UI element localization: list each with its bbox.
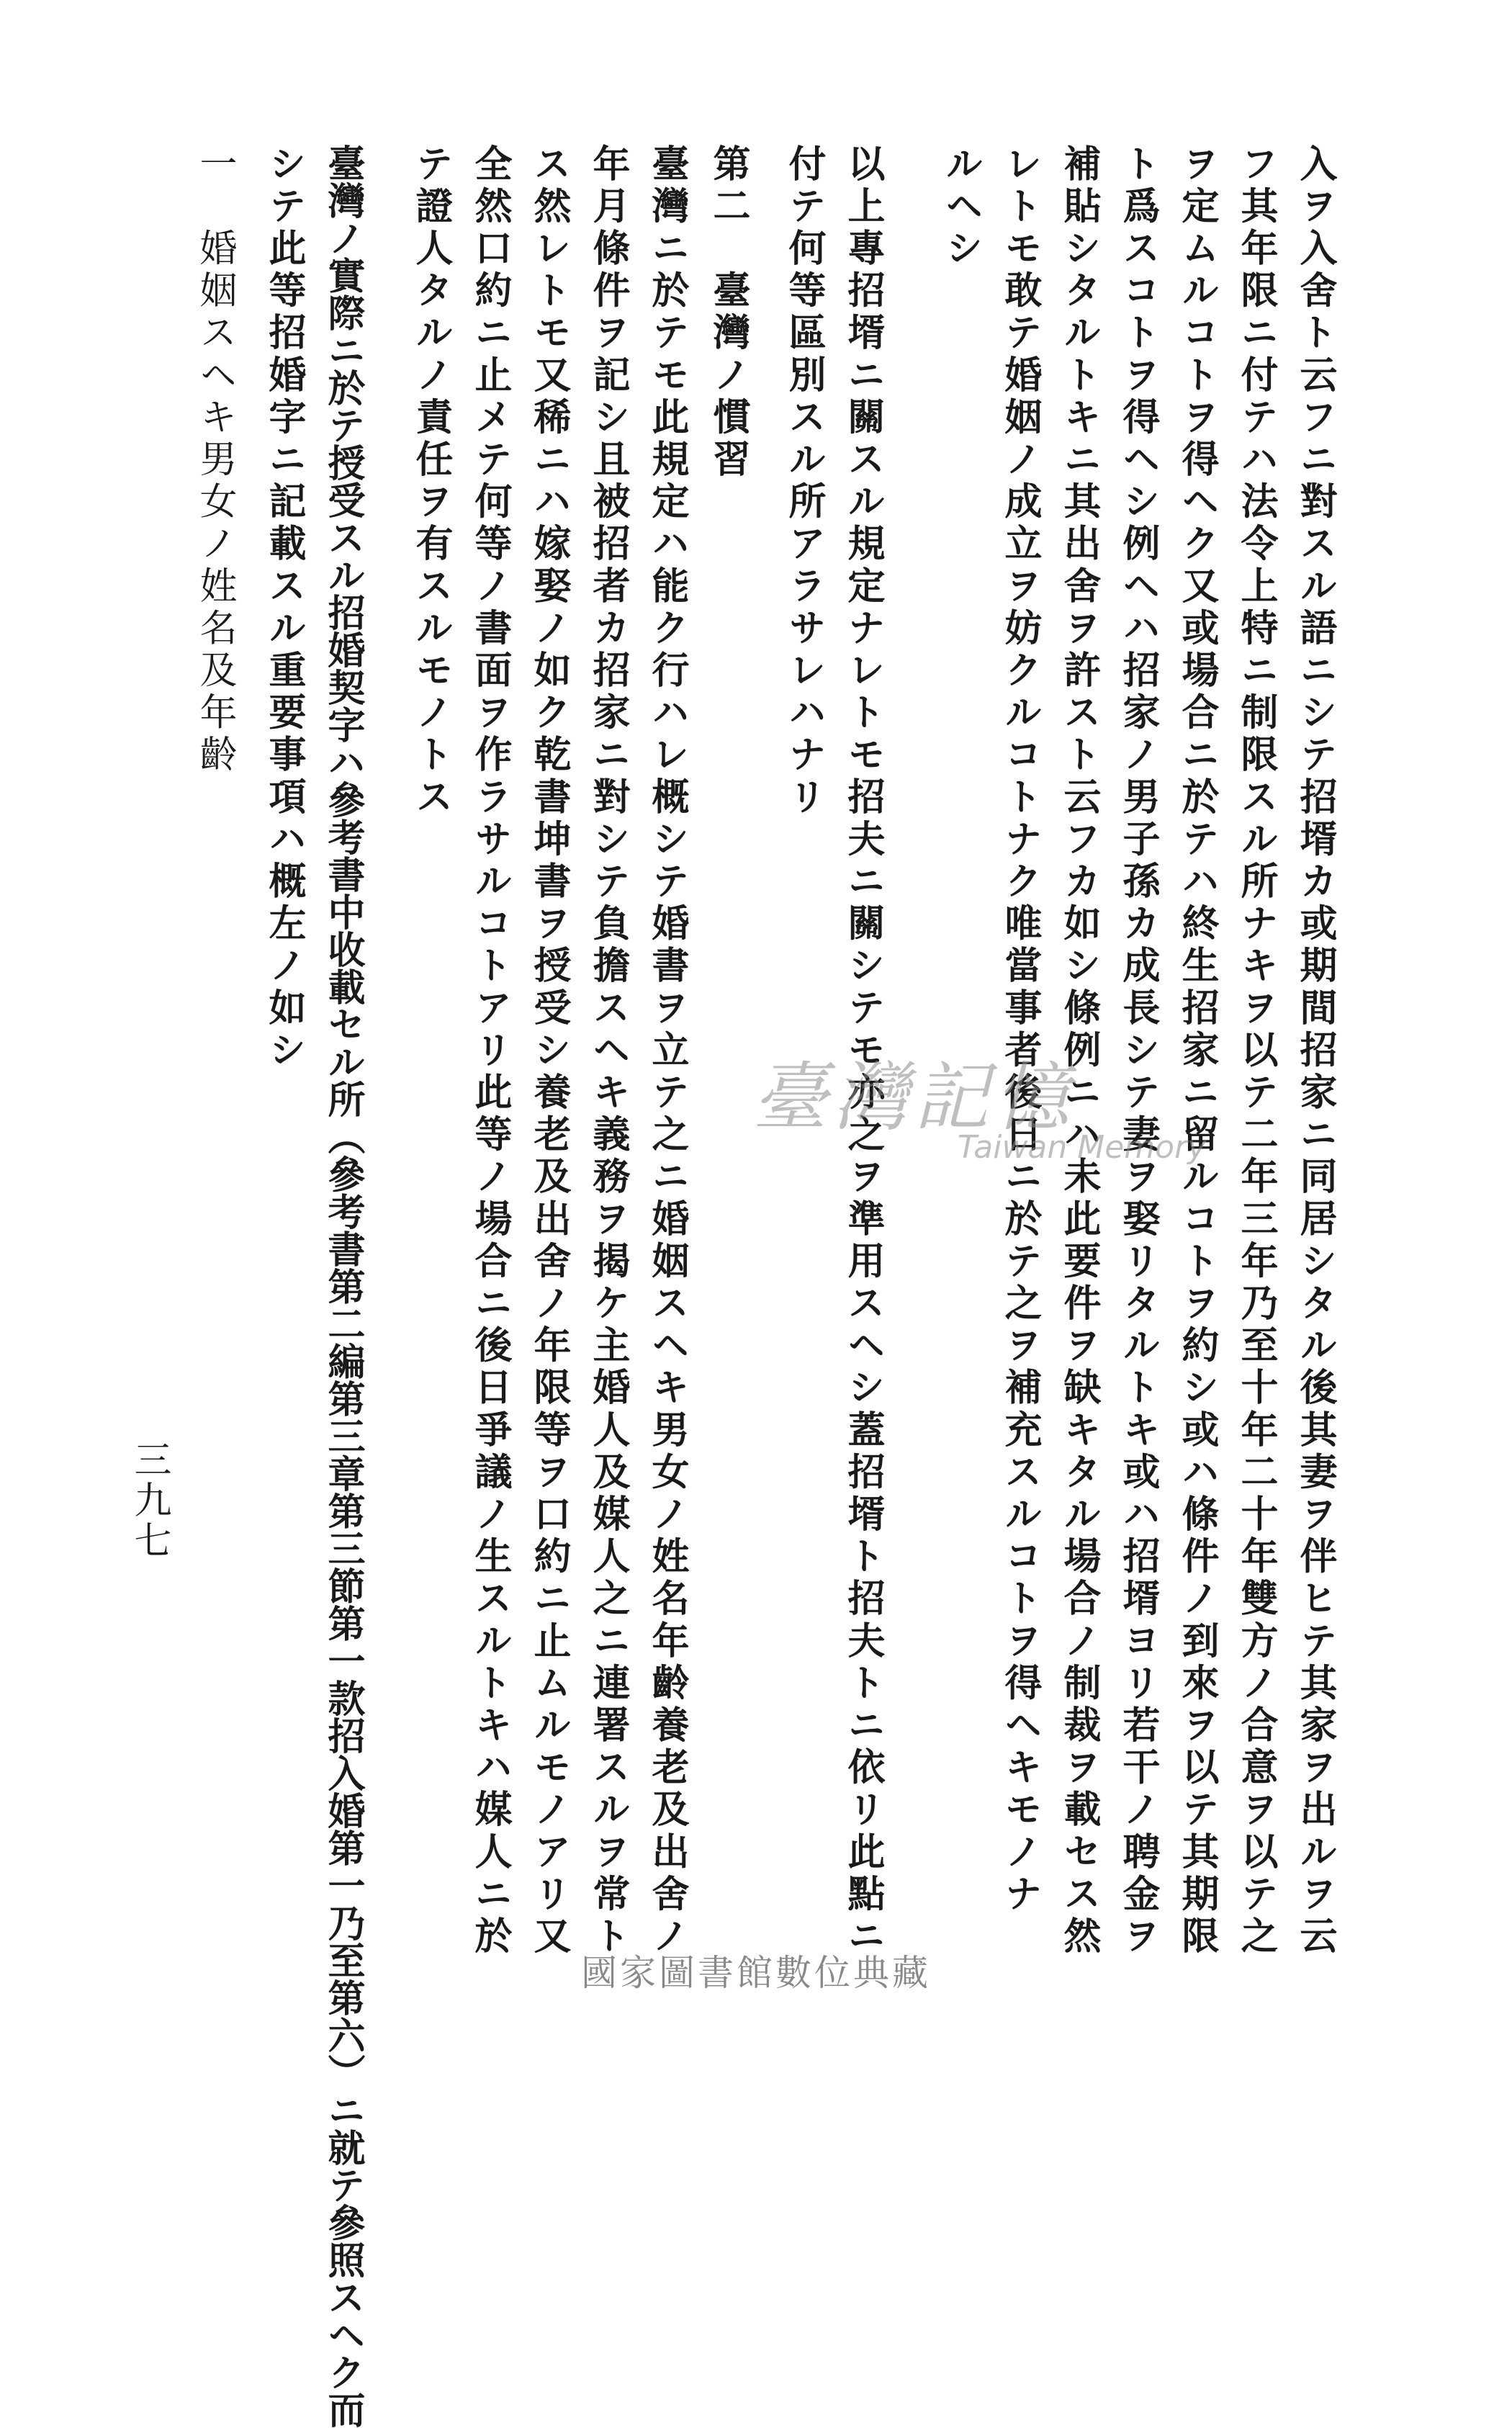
watermark-subtitle: Taiwan Memory	[958, 1129, 1207, 1166]
text-column-4: ト爲スコトヲ得ヘシ例ヘハ招家ノ男子孫カ成長シテ妻ヲ娶リタルトキ或ハ招壻ヨリ若干ノ聘金ヲ	[1116, 144, 1160, 1959]
section-heading: 第二 臺灣ノ慣習	[706, 144, 750, 482]
text-column-2: フ其年限ニ付テハ法令上特ニ制限スル所ナキヲ以テ二年三年乃至十年二十年雙方ノ合意ヲ以テ之	[1234, 144, 1278, 1959]
text-column-14: 全然口約ニ止メテ何等ノ書面ヲ作ラサルコトアリ此等ノ場合ニ後日爭議ノ生スルトキハ媒人ニ於	[468, 144, 512, 1959]
page-number: 三九七	[127, 1440, 171, 1561]
watermark-title: 臺灣記憶	[752, 1053, 1076, 1141]
text-column-13: ス然レトモ又稀ニハ嫁娶ノ如ク乾書坤書ヲ授受シ養老及出舍ノ年限等ヲ口約ニ止ムルモノアリ又	[527, 144, 571, 1959]
text-column-9: 付テ何等區別スル所アラサレハナリ	[782, 144, 826, 819]
text-column-17: シテ此等招婚字ニ記載スル重要事項ハ概左ノ如シ	[262, 144, 306, 1073]
text-column-8: 以上專招壻ニ關スル規定ナレトモ招夫ニ關シテモ亦之ヲ準用スヘシ蓋招壻ト招夫トニ依リ此點ニ	[841, 144, 885, 1959]
text-column-6: レトモ敢テ婚姻ノ成立ヲ妨クルコトナク唯當事者後日ニ於テ之ヲ補充スルコトヲ得ヘキモノナ	[998, 144, 1042, 1917]
list-item-1: 一 婚姻スヘキ男女ノ姓名及年齡	[193, 144, 236, 777]
text-column-15: テ證人タルノ責任ヲ有スルモノトス	[409, 144, 453, 819]
text-column-11: 臺灣ニ於テモ此規定ハ能ク行ハレ概シテ婚書ヲ立テ之ニ婚姻スヘキ男女ノ姓名年齡養老及出舍ノ	[645, 144, 689, 1959]
watermark-logo	[752, 1037, 1207, 1181]
footer-source: 國家圖書館數位典藏	[581, 1952, 931, 1994]
text-column-3: ヲ定ムルコトヲ得ヘク又或場合ニ於テハ終生招家ニ留ルコトヲ約シ或ハ條件ノ到來ヲ以テ其期限	[1175, 144, 1219, 1959]
text-column-16: 臺灣ノ實際ニ於テ授受スル招婚契字ハ參考書中收載セル所（參考書第二編第三章第三節第一款招入婚第一乃至第六）ニ就テ參照スヘク而	[321, 144, 365, 2428]
text-column-12: 年月條件ヲ記シ且被招者カ招家ニ對シテ負擔スヘキ義務ヲ揭ケ主婚人及媒人之ニ連署スルヲ常ト	[586, 144, 630, 1959]
text-column-5: 補貼シタルトキニ其出舍ヲ許スト云フカ如シ條例ニハ未此要件ヲ缺キタル場合ノ制裁ヲ載セス然	[1057, 144, 1101, 1959]
text-column-1: 入ヲ入舍ト云フニ對スル語ニシテ招壻カ或期間招家ニ同居シタル後其妻ヲ伴ヒテ其家ヲ出ルヲ云	[1293, 144, 1337, 1959]
text-column-7: ルヘシ	[939, 144, 983, 271]
